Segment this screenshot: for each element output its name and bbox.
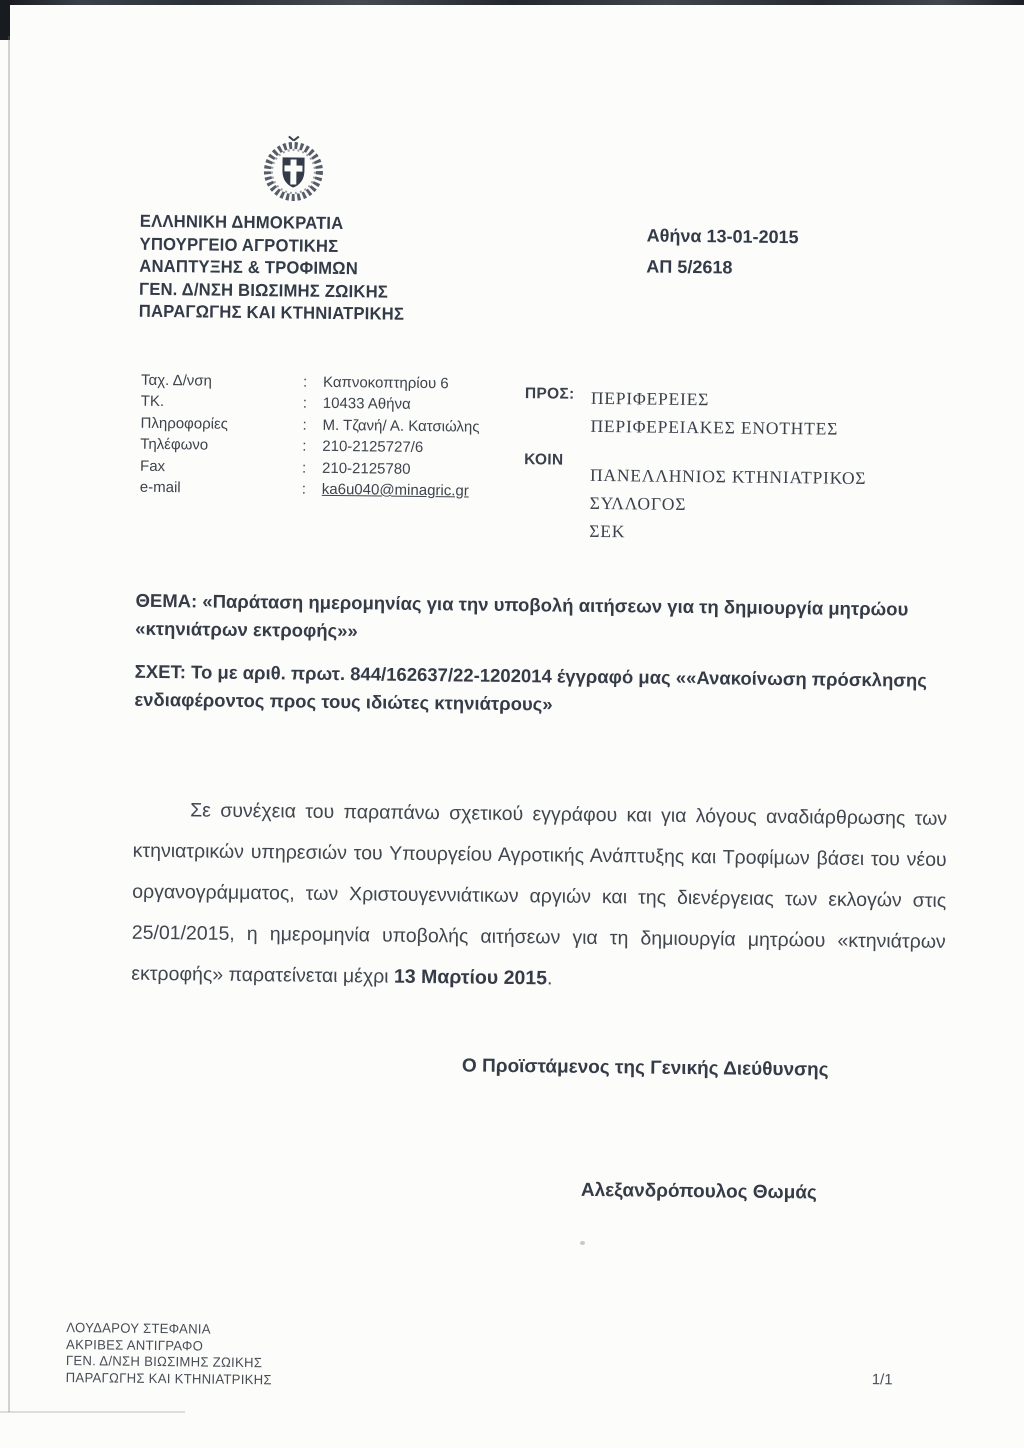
agency-header bbox=[139, 210, 406, 326]
recipients-cc-block bbox=[523, 449, 866, 548]
contact-label: ΤΚ. bbox=[140, 393, 165, 411]
reference-line: ΣΧΕΤ: Το με αριθ. πρωτ. 844/162637/22-1202014 έγγραφό μας ««Ανακοίνωση πρόσκλησης ενδιαφέροντος προς τους ιδιώτες κτηνιάτρους» bbox=[134, 660, 928, 714]
contact-label: Ταχ. Δ/νση bbox=[140, 371, 213, 390]
to-lines bbox=[590, 384, 838, 443]
cc-label: ΚΟΙΝ bbox=[524, 451, 564, 469]
to-line: ΠΕΡΙΦΕΡΕΙΕΣ bbox=[590, 387, 710, 410]
to-label: ΠΡΟΣ: bbox=[524, 385, 575, 403]
to-line: ΠΕΡΙΦΕΡΕΙΑΚΕΣ ΕΝΟΤΗΤΕΣ bbox=[590, 415, 839, 439]
greek-republic-emblem-icon bbox=[255, 133, 332, 211]
page-number: 1/1 bbox=[871, 1371, 893, 1389]
contact-row bbox=[140, 477, 532, 503]
certification-line: ΠΑΡΑΓΩΓΗΣ ΚΑΙ ΚΤΗΝΙΑΤΡΙΚΗΣ bbox=[65, 1369, 272, 1388]
contact-colon: : bbox=[302, 437, 307, 455]
contact-value-fax: 210-2125780 bbox=[321, 459, 411, 478]
cc-line: ΠΑΝΕΛΛΗΝΙΟΣ ΚΤΗΝΙΑΤΡΙΚΟΣ bbox=[589, 464, 867, 489]
body-paragraph bbox=[131, 790, 947, 1004]
contact-colon: : bbox=[301, 480, 307, 498]
recipients-to-block bbox=[524, 383, 838, 443]
date-protocol-block bbox=[646, 221, 799, 285]
signatory-title: Ο Προϊστάμενος της Γενικής Διεύθυνσης bbox=[461, 1055, 829, 1081]
contact-value-info: Μ. Τζανή/ Α. Κατσιώλης bbox=[322, 416, 480, 436]
certification-line: ΑΚΡΙΒΕΣ ΑΝΤΙΓΡΑΦΟ bbox=[66, 1336, 204, 1354]
protocol-number: ΑΠ 5/2618 bbox=[646, 256, 733, 278]
contact-colon: : bbox=[302, 416, 307, 434]
contact-label: Τηλέφωνο bbox=[140, 435, 209, 454]
cc-lines bbox=[589, 450, 866, 548]
signatory-name: Αλεξανδρόπουλος Θωμάς bbox=[580, 1179, 817, 1204]
certification-block bbox=[66, 1320, 273, 1389]
agency-line: ΓΕΝ. Δ/ΝΣΗ ΒΙΩΣΙΜΗΣ ΖΩΙΚΗΣ bbox=[138, 278, 389, 302]
contact-colon: : bbox=[302, 373, 308, 391]
agency-line: ΕΛΛΗΝΙΚΗ ΔΗΜΟΚΡΑΤΙΑ bbox=[139, 210, 344, 234]
contact-value-email: ka6u040@minagric.gr bbox=[321, 480, 469, 500]
subject-line: ΘΕΜΑ: «Παράταση ημερομηνίας για την υποβολή αιτήσεων για τη δημιουργία μητρώου «κτηνιάτρων εκτροφής»» bbox=[135, 589, 909, 641]
body-text: Σε συνέχεια του παραπάνω σχετικού εγγράφου και για λόγους αναδιάρθρωσης των κτηνιατρικών υπηρεσιών του Υπουργείου Αγροτικής Ανάπτυξης και Τροφίμων βάσει του νέου οργανογράμματος, των Χριστουγεννιάτικων αργιών και της διενέργειας των εκλογών στις 25/01/2015, η ημερομηνία υποβολής αιτήσεων για τη δημιουργία μητρώου «κτηνιάτρων εκτροφής» παρατείνεται μέχρι bbox=[131, 799, 948, 988]
contact-value-postcode: 10433 Αθήνα bbox=[322, 395, 411, 414]
certification-line: ΛΟΥΔΑΡΟΥ ΣΤΕΦΑΝΙΑ bbox=[66, 1319, 211, 1337]
contact-label: Πληροφορίες bbox=[140, 414, 229, 433]
deadline-date: 13 Μαρτίου 2015 bbox=[393, 965, 548, 990]
contact-colon: : bbox=[301, 459, 307, 477]
cc-line: ΣΥΛΛΟΓΟΣ bbox=[589, 492, 687, 514]
contact-label: e-mail bbox=[139, 478, 181, 497]
body-text-end: . bbox=[546, 967, 553, 990]
contact-details bbox=[140, 370, 533, 503]
letter-date: Αθήνα 13-01-2015 bbox=[646, 225, 799, 248]
agency-line: ΥΠΟΥΡΓΕΙΟ ΑΓΡΟΤΙΚΗΣ bbox=[139, 233, 339, 256]
contact-value-phone: 210-2125727/6 bbox=[322, 438, 424, 457]
agency-line: ΠΑΡΑΓΩΓΗΣ ΚΑΙ ΚΤΗΝΙΑΤΡΙΚΗΣ bbox=[138, 301, 405, 325]
cc-line: ΣΕΚ bbox=[589, 520, 626, 542]
contact-colon: : bbox=[302, 395, 308, 413]
agency-line: ΑΝΑΠΤΥΞΗΣ & ΤΡΟΦΙΜΩΝ bbox=[139, 255, 359, 279]
certification-line: ΓΕΝ. Δ/ΝΣΗ ΒΙΩΣΙΜΗΣ ΖΩΙΚΗΣ bbox=[65, 1353, 263, 1371]
contact-label: Fax bbox=[139, 457, 166, 475]
contact-value-address: Καπνοκοπτηρίου 6 bbox=[322, 373, 449, 393]
